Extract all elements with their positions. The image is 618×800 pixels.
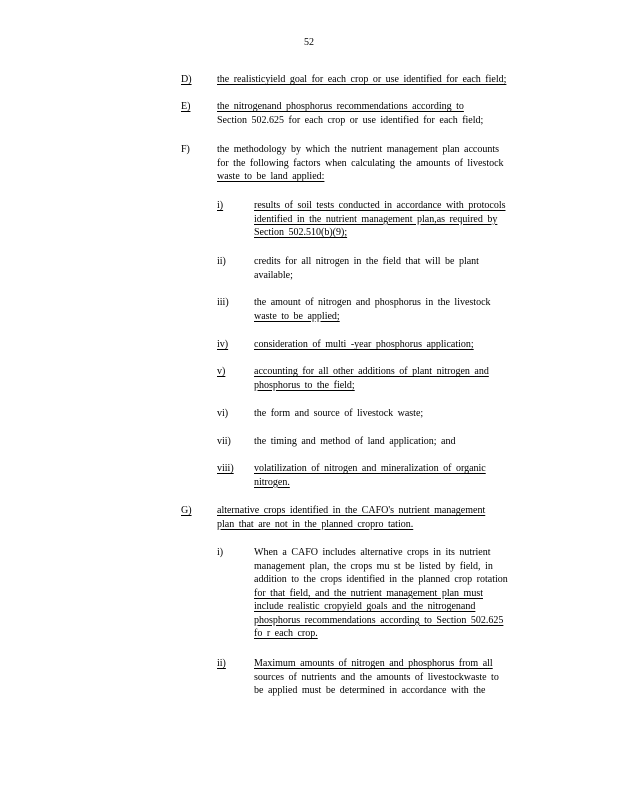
- item-label: G): [181, 505, 192, 516]
- item-text: [254, 365, 524, 392]
- item-text: [217, 100, 517, 127]
- text-line: for that field, and the nutrient management plan must: [254, 587, 483, 599]
- text-line: the form and source of livestock waste;: [254, 408, 424, 419]
- item-label: vi): [217, 408, 229, 419]
- text-line: include realistic cropyield goals and the nitrogenand: [254, 601, 476, 612]
- text-line: credits for all nitrogen in the field that will be plant: [254, 256, 479, 267]
- text-line: for the following factors when calculating the amounts of livestock: [217, 157, 504, 169]
- item-text: [217, 73, 562, 87]
- item-label: ii): [217, 256, 226, 267]
- item-text: [254, 255, 514, 282]
- item-text: [254, 546, 544, 641]
- text-line: the methodology by which the nutrient management plan accounts: [217, 144, 500, 155]
- page-number: 52: [304, 37, 314, 48]
- text-line: waste to be applied;: [254, 310, 340, 322]
- text-line: sources of nutrients and the amounts of livestockwaste to: [254, 671, 499, 683]
- item-text: [254, 199, 544, 240]
- text-line: nitrogen.: [254, 476, 290, 488]
- item-label: iii): [217, 297, 229, 308]
- item-text: [254, 296, 524, 323]
- text-line: alternative crops identified in the CAFO's nutrient management: [217, 505, 486, 516]
- item-label: i): [217, 547, 224, 558]
- text-line: Maximum amounts of nitrogen and phosphorus from all: [254, 658, 493, 669]
- text-line: management plan, the crops mu st be listed by field, in: [254, 560, 493, 572]
- text-line: the nitrogenand phosphorus recommendations according to: [217, 101, 464, 112]
- text-line: accounting for all other additions of plant nitrogen and: [254, 366, 489, 377]
- text-line: consideration of multi -year phosphorus application;: [254, 339, 474, 350]
- item-label: vii): [217, 436, 231, 447]
- text-line: Section 502.625 for each crop or use identified for each field;: [217, 114, 484, 126]
- item-text: [217, 143, 572, 184]
- text-line: phosphorus recommendations according to Section 502.625: [254, 614, 504, 626]
- text-line: volatilization of nitrogen and mineralization of organic: [254, 463, 486, 474]
- item-label: iv): [217, 339, 229, 350]
- item-label: viii): [217, 463, 234, 474]
- item-text: [254, 435, 494, 449]
- text-line: the amount of nitrogen and phosphorus in the livestock: [254, 297, 491, 308]
- text-line: waste to be land applied:: [217, 171, 325, 182]
- text-line: fo r each crop.: [254, 628, 318, 639]
- item-label: F): [181, 144, 190, 155]
- item-text: [254, 338, 514, 352]
- text-line: be applied must be determined in accordance with the: [254, 685, 486, 696]
- text-line: the timing and method of land application; and: [254, 436, 456, 447]
- text-line: identified in the nutrient management plan,as required by: [254, 213, 498, 225]
- item-label: E): [181, 101, 191, 112]
- item-label: v): [217, 366, 226, 377]
- item-text: [254, 407, 474, 421]
- item-label: i): [217, 200, 224, 211]
- item-text: [254, 657, 544, 698]
- item-label: D): [181, 74, 192, 85]
- text-line: Section 502.510(b)(9);: [254, 227, 348, 238]
- text-line: When a CAFO includes alternative crops in its nutrient: [254, 547, 491, 558]
- item-text: [217, 504, 537, 531]
- text-line: results of soil tests conducted in accordance with protocols: [254, 200, 506, 211]
- item-label: ii): [217, 658, 226, 669]
- item-text: [254, 462, 534, 489]
- text-line: phosphorus to the field;: [254, 379, 355, 391]
- text-line: plan that are not in the planned cropro tation.: [217, 518, 414, 530]
- text-line: the realisticyield goal for each crop or use identified for each field;: [217, 74, 507, 85]
- text-line: available;: [254, 269, 293, 281]
- text-line: addition to the crops identified in the planned crop rotation: [254, 574, 508, 585]
